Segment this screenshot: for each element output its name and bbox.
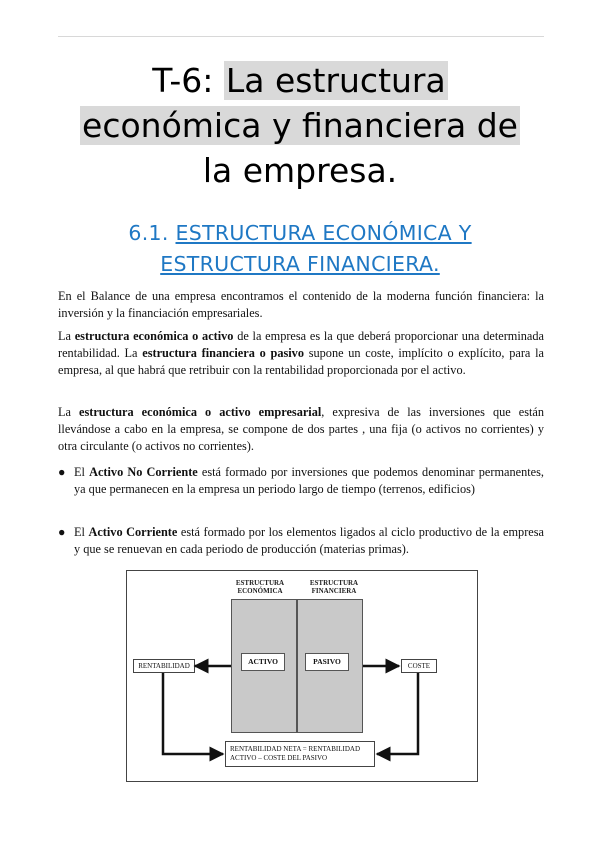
p3-bold: estructura económica o activo empresarial xyxy=(79,405,322,419)
bullet-1-a: El xyxy=(74,465,90,479)
bullet-marker: ● xyxy=(58,465,66,479)
bullet-1-c: está formado por inversiones que podemos denominar permanentes, ya que permanecen en la empresa un periodo largo de tiempo (terrenos, edificios) xyxy=(74,465,544,496)
balance-diagram xyxy=(126,570,478,782)
bullet-2-c: está formado por los elementos ligados al ciclo productivo de la empresa y que se renuevan en cada periodo de producción (materias primas). xyxy=(74,525,544,556)
diagram-head-financiera: ESTRUCTURA FINANCIERA xyxy=(309,579,359,595)
diagram-arrows xyxy=(127,571,477,781)
p2-bold-b: estructura financiera o pasivo xyxy=(142,346,304,360)
p2-text-b: de la empresa es la que deberá proporcionar una determinada rentabilidad. La xyxy=(58,329,544,360)
section-line2: ESTRUCTURA FINANCIERA. xyxy=(160,252,440,276)
rentabilidad-box: RENTABILIDAD xyxy=(133,659,195,673)
section-heading xyxy=(60,218,540,280)
formula-line2: ACTIVO – COSTE DEL PASIVO xyxy=(230,754,328,762)
bullet-text xyxy=(74,524,544,558)
p2-bold-a: estructura económica o activo xyxy=(74,329,234,343)
paragraph-2 xyxy=(58,328,544,379)
bullet-text xyxy=(74,464,544,498)
top-rule xyxy=(58,36,544,37)
paragraph-3 xyxy=(58,404,544,455)
title-line2: económica y financiera de xyxy=(82,106,518,145)
diagram-head-economica: ESTRUCTURA ECONÓMICA xyxy=(235,579,285,595)
activo-label: ACTIVO xyxy=(241,653,285,671)
arrow-rentabilidad-to-formula xyxy=(163,673,223,754)
coste-box: COSTE xyxy=(401,659,437,673)
title-line3: la empresa. xyxy=(202,151,398,190)
formula-line1: RENTABILIDAD NETA = RENTABILIDAD xyxy=(230,745,360,753)
bullet-1-bold: Activo No Corriente xyxy=(89,465,198,479)
title-line1: La estructura xyxy=(225,61,446,100)
bullet-marker: ● xyxy=(58,525,66,539)
p3-text-b: , expresiva de las inversiones que están llevándose a cabo en la empresa, se compone de dos partes , una fija (o activos no corrientes) y otra circulante (o activos no corrientes). xyxy=(58,405,545,453)
bullet-2-a: El xyxy=(74,525,89,539)
p3-text-a: La xyxy=(58,405,80,419)
section-number: 6.1. xyxy=(128,221,176,245)
p2-text-a: La xyxy=(58,329,75,343)
page-title xyxy=(40,58,560,193)
paragraph-1-text: En el Balance de una empresa encontramos el contenido de la moderna función financiera: la inversión y la financiación empresariales. xyxy=(58,289,544,320)
bullet-2-bold: Activo Corriente xyxy=(88,525,178,539)
section-line1: ESTRUCTURA ECONÓMICA Y xyxy=(175,221,472,245)
pasivo-label: PASIVO xyxy=(305,653,349,671)
p2-text-c: supone un coste, implícito o explícito, para la empresa, al que habrá que retribuir con la rentabilidad proporcionada por el activo. xyxy=(58,346,544,377)
arrow-coste-to-formula xyxy=(377,673,418,754)
bullet-item-1 xyxy=(58,464,544,498)
title-prefix: T-6: xyxy=(152,61,224,100)
bullet-item-2 xyxy=(58,524,544,558)
paragraph-1 xyxy=(58,288,544,322)
